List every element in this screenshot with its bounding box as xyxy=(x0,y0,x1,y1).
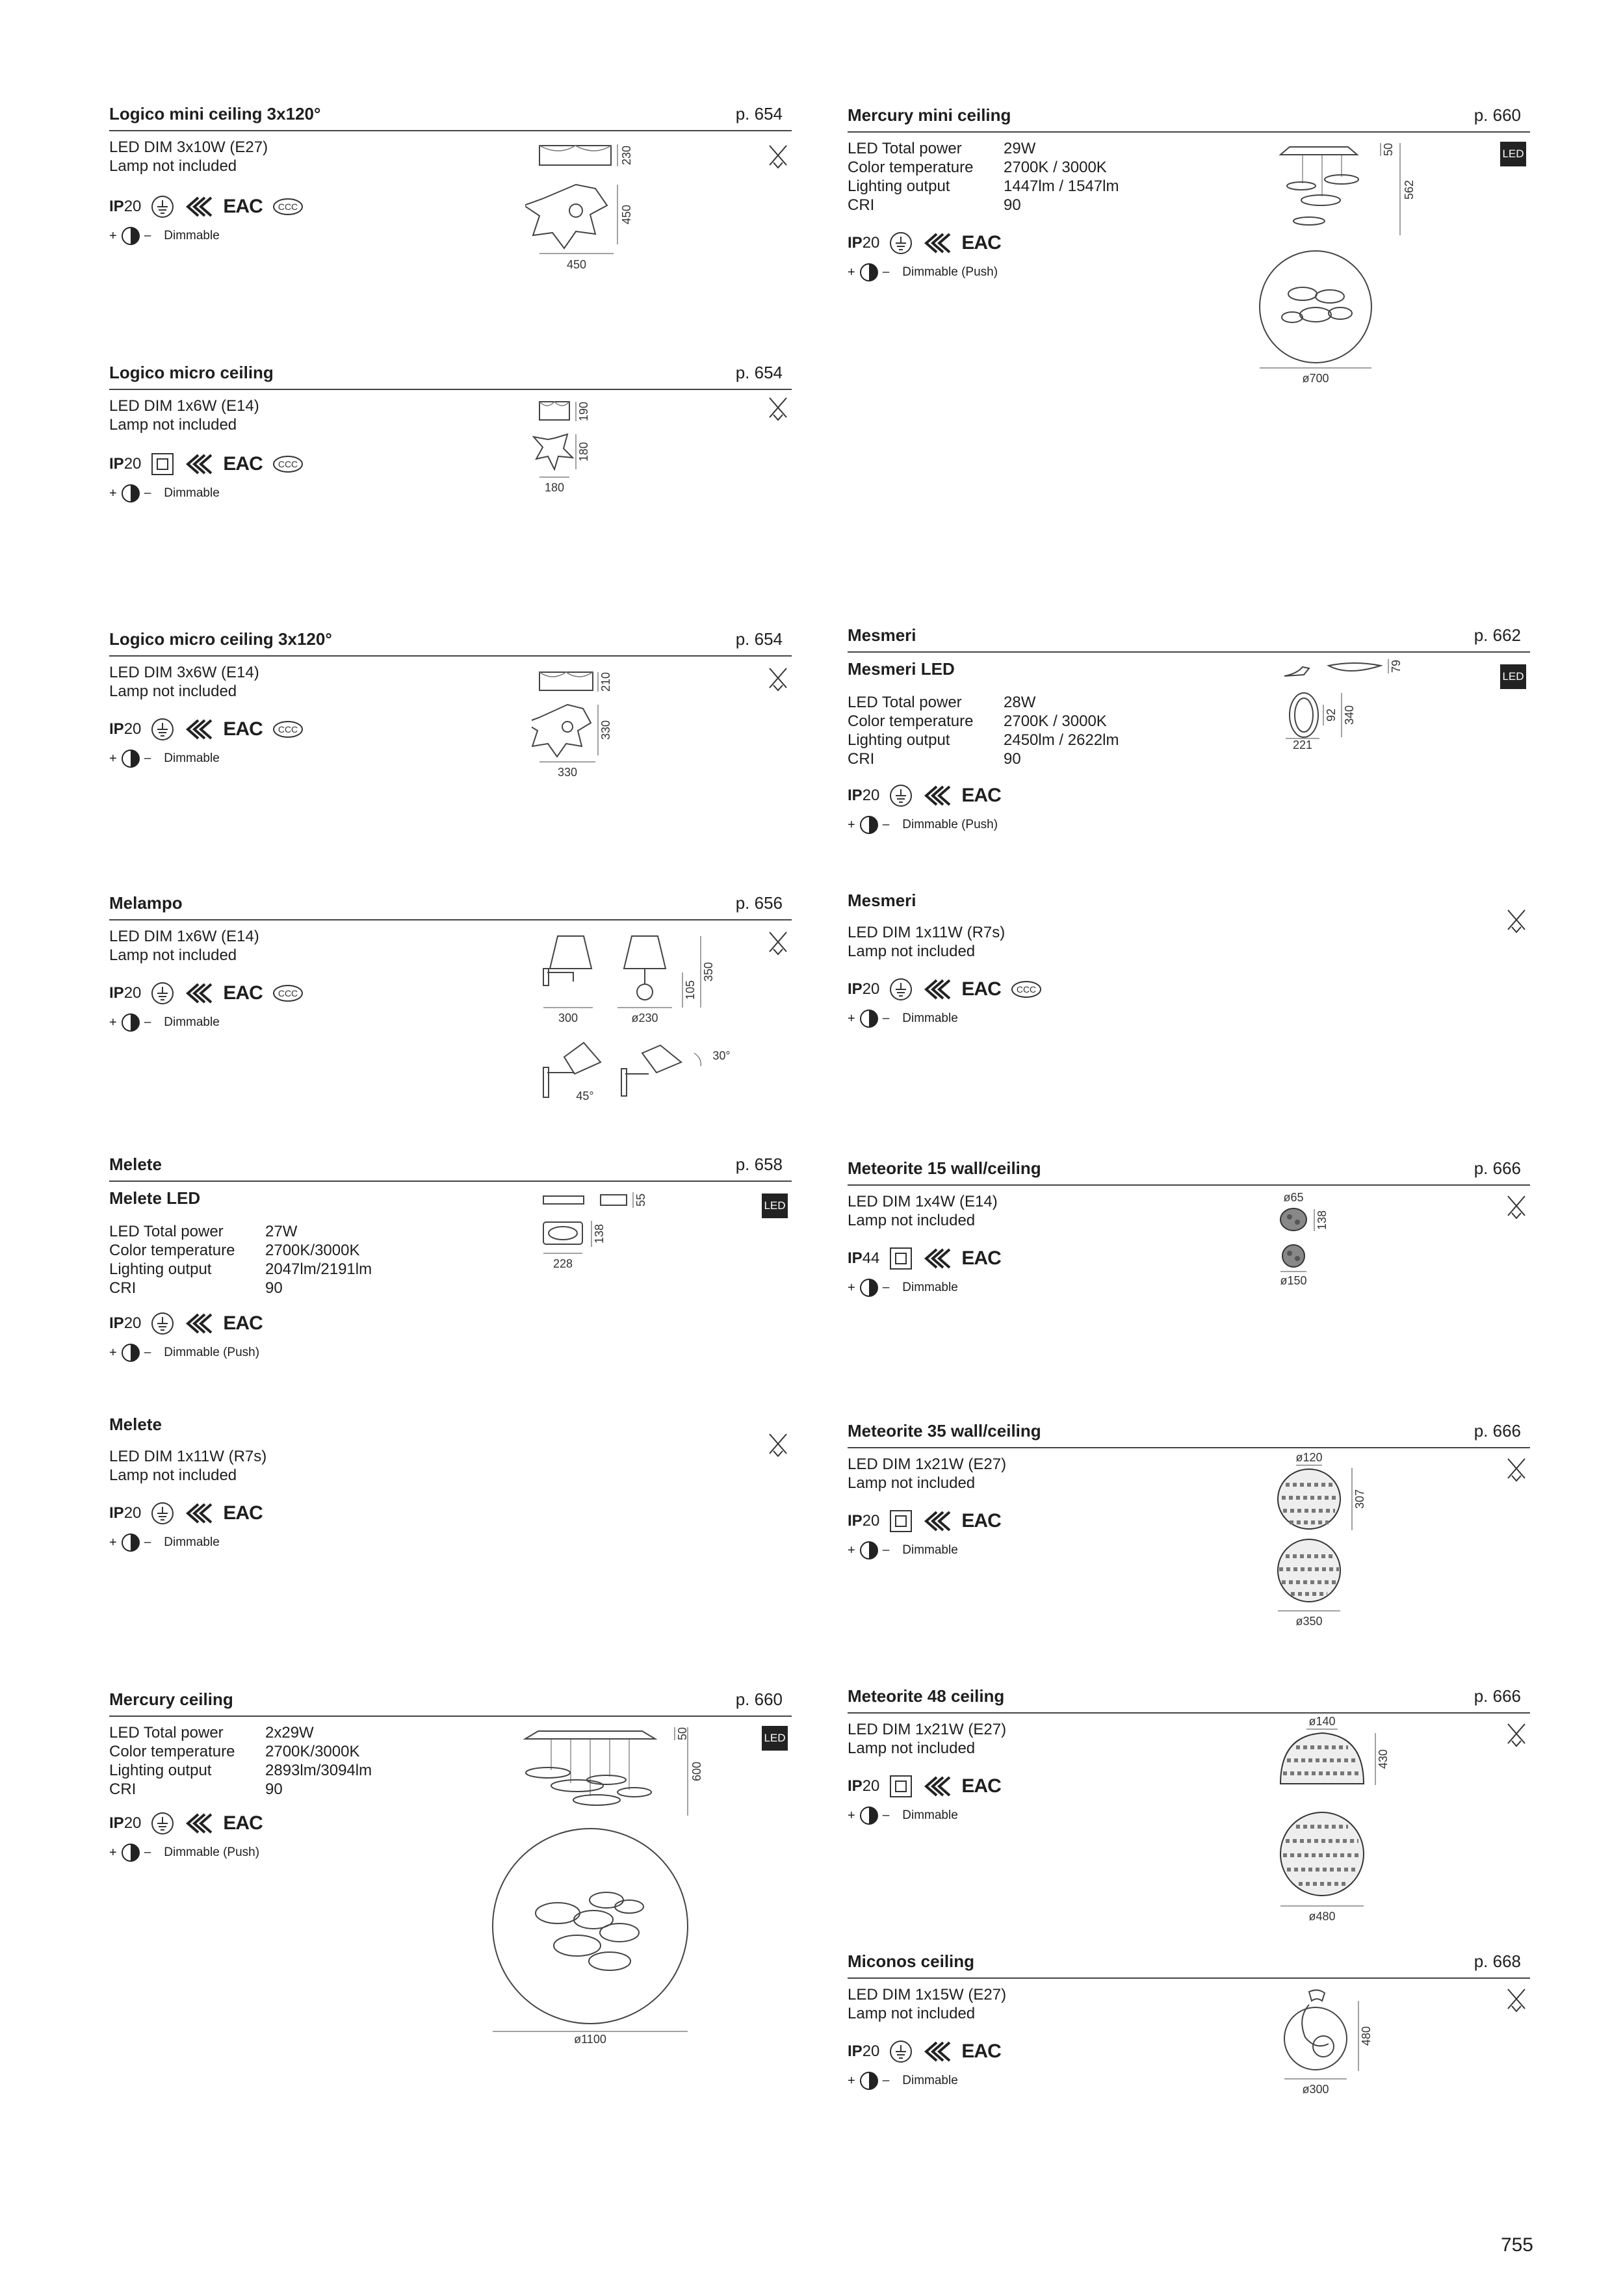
svg-text:55: 55 xyxy=(634,1193,647,1207)
ip-rating: IP20 xyxy=(109,1814,142,1832)
svg-text:105: 105 xyxy=(684,980,697,1000)
ground-class-icon xyxy=(150,1311,175,1336)
ccc-mark-icon xyxy=(272,197,304,216)
certification-row xyxy=(848,1508,1001,1534)
certification-row xyxy=(848,2039,1001,2065)
page-reference[interactable]: p. 666 xyxy=(1474,1421,1521,1441)
enec-chevron-icon xyxy=(184,196,214,218)
entry-mesmeri xyxy=(848,625,1530,840)
svg-text:190: 190 xyxy=(577,401,590,422)
svg-text:340: 340 xyxy=(1343,705,1356,725)
dimmable-row: + – Dimmable xyxy=(848,1009,958,1028)
svg-text:330: 330 xyxy=(557,766,578,779)
dimmable-row: + – Dimmable xyxy=(848,2071,958,2091)
eac-mark-icon: EAC xyxy=(223,1812,263,1834)
svg-text:562: 562 xyxy=(1403,179,1416,200)
entry-header xyxy=(848,1158,1530,1186)
dimmable-label: Dimmable xyxy=(902,1808,958,1822)
certification-row xyxy=(109,451,304,477)
dimmable-row: + – Dimmable xyxy=(848,1541,958,1560)
spec-row: Color temperature 2700K / 3000K xyxy=(848,159,1107,176)
certification-row xyxy=(848,1246,1001,1272)
svg-text:CCC: CCC xyxy=(278,988,298,998)
entry-header xyxy=(109,104,792,131)
entry-mercury-ceiling xyxy=(109,1689,792,2054)
ip-rating: IP20 xyxy=(109,1314,142,1332)
miconos-drawing xyxy=(1270,1985,1400,2109)
spec-row: Lighting output 2047lm/2191lm xyxy=(109,1260,372,1278)
entry-miconos-ceiling xyxy=(848,1951,1530,2120)
dimmable-label: Dimmable (Push) xyxy=(902,818,998,831)
no-covering-insulation-icon xyxy=(767,930,789,956)
page-reference[interactable]: p. 666 xyxy=(1474,1158,1521,1178)
ccc-mark-icon xyxy=(1010,980,1043,999)
dimmable-icon xyxy=(121,1533,140,1552)
entry-header xyxy=(109,1155,792,1182)
dimmable-label: Dimmable xyxy=(164,229,220,242)
spec-row: LED Total power 2x29W xyxy=(109,1724,314,1742)
ip-rating: IP20 xyxy=(109,1504,142,1522)
dimmable-icon xyxy=(121,1013,140,1032)
lamp-spec: LED DIM 1x11W (R7s) xyxy=(848,924,1006,941)
dimmable-label: Dimmable xyxy=(164,1535,220,1549)
lamp-note: Lamp not included xyxy=(848,1212,976,1229)
dimmable-row: + – Dimmable xyxy=(109,1013,220,1032)
dimmable-label: Dimmable xyxy=(164,1015,220,1029)
no-covering-insulation-icon xyxy=(1505,907,1527,933)
page-reference[interactable]: p. 666 xyxy=(1474,1686,1521,1706)
entry-logico-micro-ceiling-3x xyxy=(109,629,792,811)
led-badge: LED xyxy=(1500,664,1526,689)
lamp-note: Lamp not included xyxy=(109,416,237,434)
product-title: Mercury ceiling xyxy=(109,1689,233,1709)
svg-text:50: 50 xyxy=(676,1727,689,1741)
no-covering-insulation-icon xyxy=(1505,1721,1527,1747)
product-title: Melampo xyxy=(109,893,183,913)
dimmable-icon xyxy=(121,749,140,768)
enec-chevron-icon xyxy=(922,1247,952,1270)
svg-text:ø150: ø150 xyxy=(1280,1274,1307,1287)
mercury-ceiling-drawing xyxy=(480,1718,753,2043)
ccc-mark-icon xyxy=(272,720,304,739)
ip-rating: IP20 xyxy=(848,234,880,252)
svg-text:50: 50 xyxy=(1382,142,1395,157)
lamp-note: Lamp not included xyxy=(109,157,237,175)
svg-text:ø350: ø350 xyxy=(1295,1615,1323,1628)
entry-melete xyxy=(109,1155,792,1376)
svg-text:30°: 30° xyxy=(712,1049,731,1062)
page-reference[interactable]: p. 662 xyxy=(1474,625,1521,645)
svg-text:350: 350 xyxy=(702,961,715,982)
enec-chevron-icon xyxy=(184,718,214,740)
dimmable-label: Dimmable (Push) xyxy=(164,1846,260,1859)
eac-mark-icon: EAC xyxy=(961,2041,1001,2062)
certification-row xyxy=(848,230,1001,256)
ip-rating: IP20 xyxy=(109,984,142,1002)
ground-class-icon xyxy=(889,977,913,1002)
ip-rating: IP20 xyxy=(848,1777,880,1795)
ip-rating: IP20 xyxy=(848,2042,880,2060)
page-reference[interactable]: p. 654 xyxy=(735,104,783,124)
product-title: Meteorite 48 ceiling xyxy=(848,1686,1005,1706)
meteorite-15-drawing xyxy=(1277,1192,1381,1296)
no-covering-insulation-icon xyxy=(767,1431,789,1457)
svg-text:45°: 45° xyxy=(576,1089,594,1102)
product-title: Mesmeri xyxy=(848,625,916,645)
meteorite-48-drawing xyxy=(1270,1715,1413,1929)
product-title: Logico micro ceiling xyxy=(109,363,274,382)
svg-text:CCC: CCC xyxy=(278,724,298,735)
eac-mark-icon: EAC xyxy=(961,785,1001,806)
entry-melampo xyxy=(109,893,792,1134)
lamp-note: Lamp not included xyxy=(109,946,237,964)
spec-row: LED Total power 29W xyxy=(848,140,1036,157)
svg-text:92: 92 xyxy=(1325,708,1338,722)
spec-row: Color temperature 2700K/3000K xyxy=(109,1242,360,1259)
product-title: Melete xyxy=(109,1415,162,1434)
spec-row: Lighting output 1447lm / 1547lm xyxy=(848,177,1119,195)
svg-text:600: 600 xyxy=(690,1761,703,1782)
dimmable-label: Dimmable xyxy=(164,486,220,500)
lamp-spec: LED DIM 1x21W (E27) xyxy=(848,1721,1007,1738)
product-title: Miconos ceiling xyxy=(848,1951,975,1971)
page-number: 755 xyxy=(1500,2234,1533,2256)
spec-row: Lighting output 2893lm/3094lm xyxy=(109,1762,372,1779)
ip-rating: IP20 xyxy=(109,198,142,215)
ground-class-icon xyxy=(150,1501,175,1526)
page-reference[interactable]: p. 668 xyxy=(1474,1951,1521,1971)
certification-row xyxy=(109,194,304,220)
logico-micro-drawing xyxy=(532,394,694,511)
spec-row: CRI 90 xyxy=(109,1279,283,1297)
certification-row xyxy=(109,1311,263,1337)
spec-row: CRI 90 xyxy=(848,196,1021,214)
product-subtitle: Mesmeri LED xyxy=(848,659,955,679)
dimmable-icon xyxy=(121,1843,140,1862)
dimmable-row: + – Dimmable (Push) xyxy=(848,815,998,835)
led-spec-table xyxy=(109,1723,372,1799)
svg-text:79: 79 xyxy=(1390,659,1403,673)
svg-text:221: 221 xyxy=(1292,738,1313,749)
page-reference[interactable]: p. 654 xyxy=(735,363,783,382)
enec-chevron-icon xyxy=(922,785,952,807)
entry-meteorite-35 xyxy=(848,1421,1530,1636)
dimmable-row: + – Dimmable xyxy=(109,226,220,246)
eac-mark-icon: EAC xyxy=(223,196,263,217)
enec-chevron-icon xyxy=(184,1502,214,1524)
melampo-drawing xyxy=(538,930,759,1131)
dimmable-icon xyxy=(859,1541,879,1560)
lamp-note: Lamp not included xyxy=(109,1467,237,1484)
enec-chevron-icon xyxy=(184,982,214,1004)
eac-mark-icon: EAC xyxy=(223,453,263,475)
eac-mark-icon: EAC xyxy=(223,1312,263,1334)
dimmable-row: + – Dimmable xyxy=(848,1278,958,1298)
logico-micro-3x-drawing xyxy=(532,666,727,796)
class-two-icon xyxy=(889,1509,913,1533)
class-two-icon xyxy=(150,452,175,476)
ccc-mark-icon xyxy=(272,454,304,474)
certification-row xyxy=(848,1773,1001,1799)
ground-class-icon xyxy=(150,717,175,742)
dimmable-row: + – Dimmable xyxy=(848,1806,958,1825)
dimmable-icon xyxy=(121,226,140,246)
certification-row xyxy=(109,980,304,1006)
entry-melete-r7s xyxy=(109,1415,792,1571)
meteorite-35-drawing xyxy=(1270,1452,1400,1634)
ccc-mark-icon xyxy=(272,984,304,1003)
product-title: Logico micro ceiling 3x120° xyxy=(109,629,332,649)
certification-row xyxy=(109,1810,263,1836)
spec-row: Lighting output 2450lm / 2622lm xyxy=(848,731,1119,749)
svg-text:480: 480 xyxy=(1360,2026,1373,2046)
entry-mesmeri-r7s xyxy=(848,891,1530,1047)
enec-chevron-icon xyxy=(922,1510,952,1532)
enec-chevron-icon xyxy=(922,978,952,1000)
led-spec-table xyxy=(848,693,1119,768)
dimmable-icon xyxy=(859,1009,879,1028)
dimmable-label: Dimmable (Push) xyxy=(164,1346,260,1359)
spec-row: LED Total power 27W xyxy=(109,1223,298,1240)
page-reference[interactable]: p. 660 xyxy=(735,1689,783,1709)
dimmable-row: + – Dimmable xyxy=(109,484,220,503)
entry-meteorite-15 xyxy=(848,1158,1530,1314)
mesmeri-drawing xyxy=(1277,658,1446,749)
dimmable-row: + – Dimmable (Push) xyxy=(848,263,998,282)
page-reference[interactable]: p. 660 xyxy=(1474,105,1521,125)
lamp-note: Lamp not included xyxy=(848,2005,976,2022)
entry-header xyxy=(848,1686,1530,1714)
dimmable-icon xyxy=(859,1278,879,1298)
page-reference[interactable]: p. 654 xyxy=(735,629,783,649)
enec-chevron-icon xyxy=(184,1312,214,1335)
dimmable-icon xyxy=(859,1806,879,1825)
eac-mark-icon: EAC xyxy=(961,1775,1001,1797)
lamp-note: Lamp not included xyxy=(848,1740,976,1757)
dimmable-icon xyxy=(121,1343,140,1363)
spec-row: Color temperature 2700K / 3000K xyxy=(848,712,1107,730)
eac-mark-icon: EAC xyxy=(223,1502,263,1524)
entry-logico-mini-ceiling xyxy=(109,104,792,299)
lamp-note: Lamp not included xyxy=(848,1474,976,1492)
svg-text:ø120: ø120 xyxy=(1295,1452,1323,1464)
enec-chevron-icon xyxy=(922,1775,952,1797)
dimmable-label: Dimmable xyxy=(902,1281,958,1294)
lamp-spec: LED DIM 3x6W (E14) xyxy=(109,664,259,681)
svg-text:307: 307 xyxy=(1353,1489,1366,1509)
entry-mercury-mini-ceiling xyxy=(848,105,1530,391)
lamp-spec: LED DIM 1x6W (E14) xyxy=(109,928,259,945)
ip-rating: IP20 xyxy=(848,787,880,804)
enec-chevron-icon xyxy=(184,1812,214,1834)
lamp-spec: LED DIM 1x15W (E27) xyxy=(848,1986,1007,2003)
dimmable-icon xyxy=(859,263,879,282)
no-covering-insulation-icon xyxy=(767,143,789,169)
ip-rating: IP20 xyxy=(109,455,142,473)
svg-text:CCC: CCC xyxy=(1016,984,1036,995)
spec-row: Color temperature 2700K/3000K xyxy=(109,1743,360,1760)
eac-mark-icon: EAC xyxy=(961,978,1001,1000)
svg-text:ø700: ø700 xyxy=(1302,372,1329,385)
ground-class-icon xyxy=(889,2039,913,2064)
page-reference[interactable]: p. 658 xyxy=(735,1155,783,1174)
svg-text:330: 330 xyxy=(599,720,612,740)
eac-mark-icon: EAC xyxy=(223,982,263,1004)
dimmable-label: Dimmable xyxy=(902,1543,958,1557)
svg-text:CCC: CCC xyxy=(278,202,298,212)
product-title: Logico mini ceiling 3x120° xyxy=(109,104,321,124)
class-two-icon xyxy=(889,1774,913,1799)
dimmable-label: Dimmable xyxy=(902,2074,958,2087)
enec-chevron-icon xyxy=(184,453,214,475)
svg-text:CCC: CCC xyxy=(278,459,298,469)
led-badge: LED xyxy=(1500,142,1526,166)
ip-rating: IP20 xyxy=(848,1512,880,1530)
enec-chevron-icon xyxy=(922,232,952,254)
svg-text:ø65: ø65 xyxy=(1283,1192,1304,1204)
entry-logico-micro-ceiling xyxy=(109,363,792,519)
svg-text:ø1100: ø1100 xyxy=(574,2033,606,2043)
class-two-icon xyxy=(889,1246,913,1271)
led-badge: LED xyxy=(762,1726,788,1751)
product-title: Mercury mini ceiling xyxy=(848,105,1011,125)
svg-text:450: 450 xyxy=(566,258,587,271)
led-spec-table xyxy=(848,139,1119,215)
led-spec-table xyxy=(109,1222,372,1298)
entry-header xyxy=(109,629,792,657)
eac-mark-icon: EAC xyxy=(223,718,263,740)
ground-class-icon xyxy=(889,783,913,808)
no-covering-insulation-icon xyxy=(1505,1456,1527,1482)
dimmable-row: + – Dimmable (Push) xyxy=(109,1343,259,1363)
entry-header xyxy=(109,1689,792,1717)
svg-text:138: 138 xyxy=(593,1223,606,1244)
spec-row: CRI 90 xyxy=(848,750,1021,768)
led-badge: LED xyxy=(762,1194,788,1218)
lamp-spec: LED DIM 1x21W (E27) xyxy=(848,1455,1007,1473)
mercury-mini-drawing xyxy=(1251,138,1446,385)
certification-row xyxy=(848,783,1001,809)
svg-text:210: 210 xyxy=(599,672,612,692)
product-title: Mesmeri xyxy=(848,891,916,910)
entry-header xyxy=(848,1951,1530,1979)
no-covering-insulation-icon xyxy=(1505,1987,1527,2013)
ip-rating: IP20 xyxy=(109,720,142,738)
certification-row xyxy=(848,976,1043,1002)
ground-class-icon xyxy=(150,981,175,1006)
lamp-spec: LED DIM 3x10W (E27) xyxy=(109,138,268,156)
svg-text:228: 228 xyxy=(552,1257,573,1270)
lamp-spec: LED DIM 1x11W (R7s) xyxy=(109,1448,267,1465)
svg-text:ø140: ø140 xyxy=(1308,1715,1336,1728)
svg-text:300: 300 xyxy=(558,1011,578,1024)
spec-row: LED Total power 28W xyxy=(848,694,1036,711)
ground-class-icon xyxy=(889,231,913,255)
svg-text:138: 138 xyxy=(1316,1210,1329,1231)
enec-chevron-icon xyxy=(922,2041,952,2063)
lamp-note: Lamp not included xyxy=(109,683,237,700)
product-subtitle: Melete LED xyxy=(109,1188,201,1208)
product-title: Meteorite 15 wall/ceiling xyxy=(848,1158,1041,1178)
ip-rating: IP44 xyxy=(848,1249,880,1267)
svg-text:ø480: ø480 xyxy=(1308,1910,1336,1923)
lamp-note: Lamp not included xyxy=(848,943,976,960)
entry-header xyxy=(109,893,792,920)
ground-class-icon xyxy=(150,194,175,219)
dimmable-label: Dimmable xyxy=(164,751,220,765)
entry-header xyxy=(848,1421,1530,1448)
dimmable-icon xyxy=(121,484,140,503)
dimmable-label: Dimmable xyxy=(902,1011,958,1025)
ip-rating: IP20 xyxy=(848,980,880,998)
dimmable-row: + – Dimmable (Push) xyxy=(109,1843,259,1862)
entry-header xyxy=(109,363,792,390)
svg-text:ø300: ø300 xyxy=(1302,2083,1329,2096)
spec-row: CRI 90 xyxy=(109,1781,283,1798)
lamp-spec: LED DIM 1x6W (E14) xyxy=(109,397,259,415)
entry-header xyxy=(848,625,1530,653)
eac-mark-icon: EAC xyxy=(961,1247,1001,1269)
eac-mark-icon: EAC xyxy=(961,232,1001,254)
svg-text:430: 430 xyxy=(1377,1749,1390,1769)
eac-mark-icon: EAC xyxy=(961,1510,1001,1532)
svg-text:230: 230 xyxy=(620,145,633,166)
lamp-spec: LED DIM 1x4W (E14) xyxy=(848,1193,998,1210)
certification-row xyxy=(109,1500,263,1526)
entry-meteorite-48 xyxy=(848,1686,1530,1933)
no-covering-insulation-icon xyxy=(767,395,789,421)
logico-mini-drawing xyxy=(525,133,759,289)
melete-drawing xyxy=(538,1190,707,1274)
certification-row xyxy=(109,716,304,742)
svg-text:180: 180 xyxy=(577,441,590,462)
dimmable-row: + – Dimmable xyxy=(109,749,220,768)
svg-text:ø230: ø230 xyxy=(631,1011,658,1024)
dimmable-icon xyxy=(859,815,879,835)
entry-header xyxy=(848,105,1530,133)
no-covering-insulation-icon xyxy=(767,666,789,692)
page-reference[interactable]: p. 656 xyxy=(735,893,783,913)
dimmable-label: Dimmable (Push) xyxy=(902,265,998,279)
ground-class-icon xyxy=(150,1811,175,1836)
no-covering-insulation-icon xyxy=(1505,1194,1527,1220)
product-title: Melete xyxy=(109,1155,162,1174)
svg-text:450: 450 xyxy=(620,204,633,225)
dimmable-row: + – Dimmable xyxy=(109,1533,220,1552)
product-title: Meteorite 35 wall/ceiling xyxy=(848,1421,1041,1441)
svg-text:180: 180 xyxy=(544,481,565,494)
dimmable-icon xyxy=(859,2071,879,2091)
